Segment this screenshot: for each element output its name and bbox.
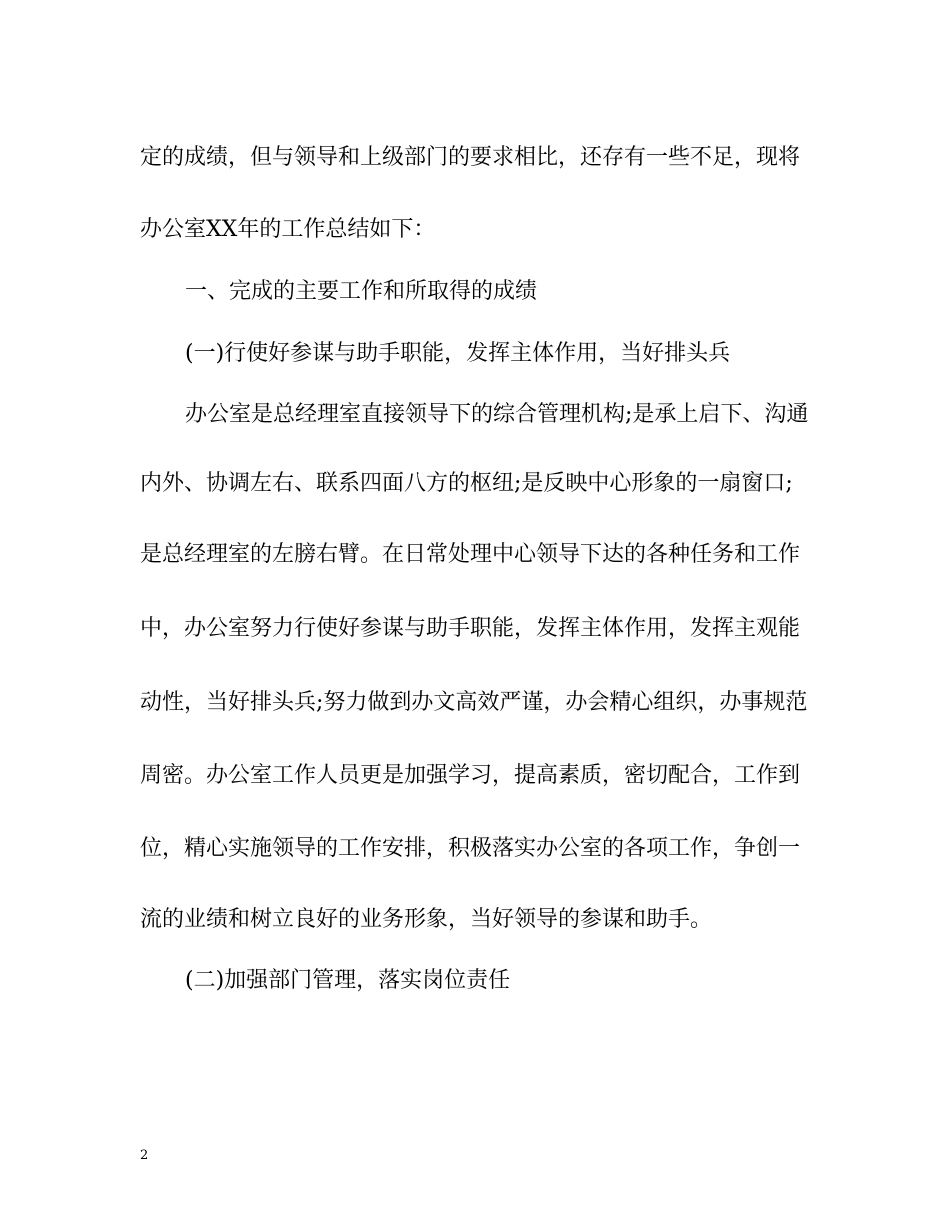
body-text-line: 是总经理室的左膀右臂。在日常处理中心领导下达的各种任务和工作 (140, 542, 801, 567)
body-text-line: 位，精心实施领导的工作安排，积极落实办公室的各项工作，争创一 (140, 836, 801, 861)
body-text-line: 中，办公室努力行使好参谋与助手职能，发挥主体作用，发挥主观能 (140, 616, 801, 641)
body-text-line: 定的成绩，但与领导和上级部门的要求相比，还存有一些不足，现将 (140, 145, 801, 170)
body-text-line: 办公室XX年的工作总结如下： (140, 217, 436, 242)
subsection-heading: (二)加强部门管理，落实岗位责任 (185, 968, 511, 993)
section-heading: 一、完成的主要工作和所取得的成绩 (185, 279, 538, 304)
body-text-line: 周密。办公室工作人员更是加强学习，提高素质，密切配合，工作到 (140, 763, 801, 788)
body-text-line: 流的业绩和树立良好的业务形象，当好领导的参谋和助手。 (140, 907, 713, 932)
body-text-line: 动性，当好排头兵;努力做到办文高效严谨，办会精心组织，办事规范 (140, 690, 808, 715)
page-number: 2 (140, 1148, 149, 1163)
body-text-line: 内外、协调左右、联系四面八方的枢纽;是反映中心形象的一扇窗口; (140, 471, 793, 496)
subsection-heading: (一)行使好参谋与助手职能，发挥主体作用，当好排头兵 (185, 341, 731, 366)
body-text-line: 办公室是总经理室直接领导下的综合管理机构;是承上启下、沟通 (185, 402, 809, 427)
